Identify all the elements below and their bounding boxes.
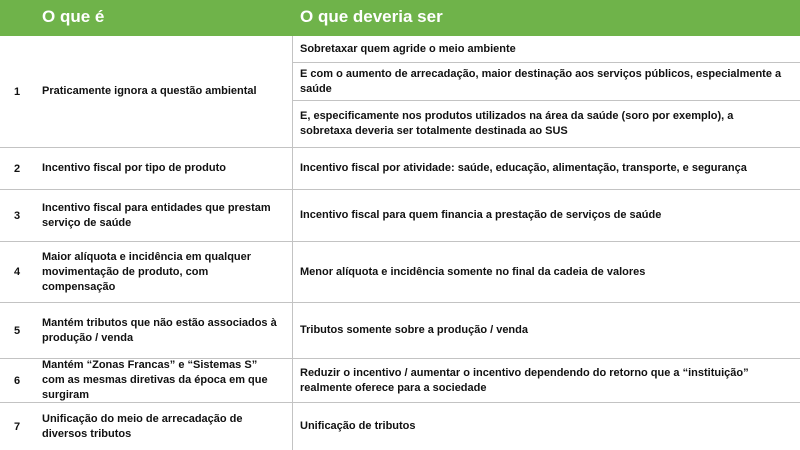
header-col-current: O que é	[42, 7, 105, 26]
current-cell: Unificação do meio de arrecadação de diversos tributos	[42, 412, 243, 440]
row-number: 2	[13, 162, 21, 175]
proposed-cell: Unificação de tributos	[300, 420, 416, 432]
proposed-cell: Menor alíquota e incidência somente no final da cadeia de valores	[300, 265, 646, 278]
proposed-subcell: E com o aumento de arrecadação, maior destinação aos serviços públicos, especialmente a saúde	[292, 62, 800, 100]
column-divider	[292, 403, 293, 450]
column-divider	[292, 148, 293, 189]
proposed-cell: Incentivo fiscal para quem financia a prestação de serviços de saúde	[300, 209, 662, 221]
table-row	[0, 303, 800, 359]
header-col-proposed: O que deveria ser	[300, 7, 443, 26]
column-divider	[292, 303, 293, 358]
table-row	[0, 242, 800, 303]
column-divider	[292, 190, 293, 241]
proposed-subcell: Sobretaxar quem agride o meio ambiente	[300, 42, 516, 55]
column-divider	[292, 242, 293, 302]
table-row	[0, 148, 800, 190]
proposed-cell: Reduzir o incentivo / aumentar o incentivo dependendo do retorno que a “instituição” realmente oferece para a sociedade	[300, 366, 749, 394]
row-number: 1	[13, 85, 21, 98]
table-row	[0, 359, 800, 403]
proposed-subcell: E, especificamente nos produtos utilizados na área da saúde (soro por exemplo), a sobretaxa deveria ser totalmente destinada ao SUS	[292, 100, 800, 147]
column-divider	[292, 359, 293, 402]
proposed-cell: Tributos somente sobre a produção / venda	[300, 324, 528, 336]
table-row	[0, 190, 800, 242]
proposed-cell: Incentivo fiscal por atividade: saúde, educação, alimentação, transporte, e segurança	[300, 162, 747, 174]
current-cell: Praticamente ignora a questão ambiental	[42, 85, 257, 97]
table-row	[0, 403, 800, 450]
row-number: 6	[13, 374, 21, 387]
table-header	[0, 0, 800, 36]
row-number: 7	[13, 420, 21, 433]
row-number: 5	[13, 324, 21, 337]
row-number: 3	[13, 209, 21, 222]
current-cell: Incentivo fiscal para entidades que prestam serviço de saúde	[42, 201, 271, 229]
current-cell: Mantém tributos que não estão associados à produção / venda	[42, 316, 277, 344]
current-cell: Mantém “Zonas Francas” e “Sistemas S” com as mesmas diretivas da época em que surgiram	[42, 359, 268, 401]
current-cell: Maior alíquota e incidência em qualquer movimentação de produto, com compensação	[42, 250, 252, 293]
current-cell: Incentivo fiscal por tipo de produto	[42, 162, 226, 174]
table-row	[0, 36, 800, 148]
row-number: 4	[13, 266, 21, 278]
